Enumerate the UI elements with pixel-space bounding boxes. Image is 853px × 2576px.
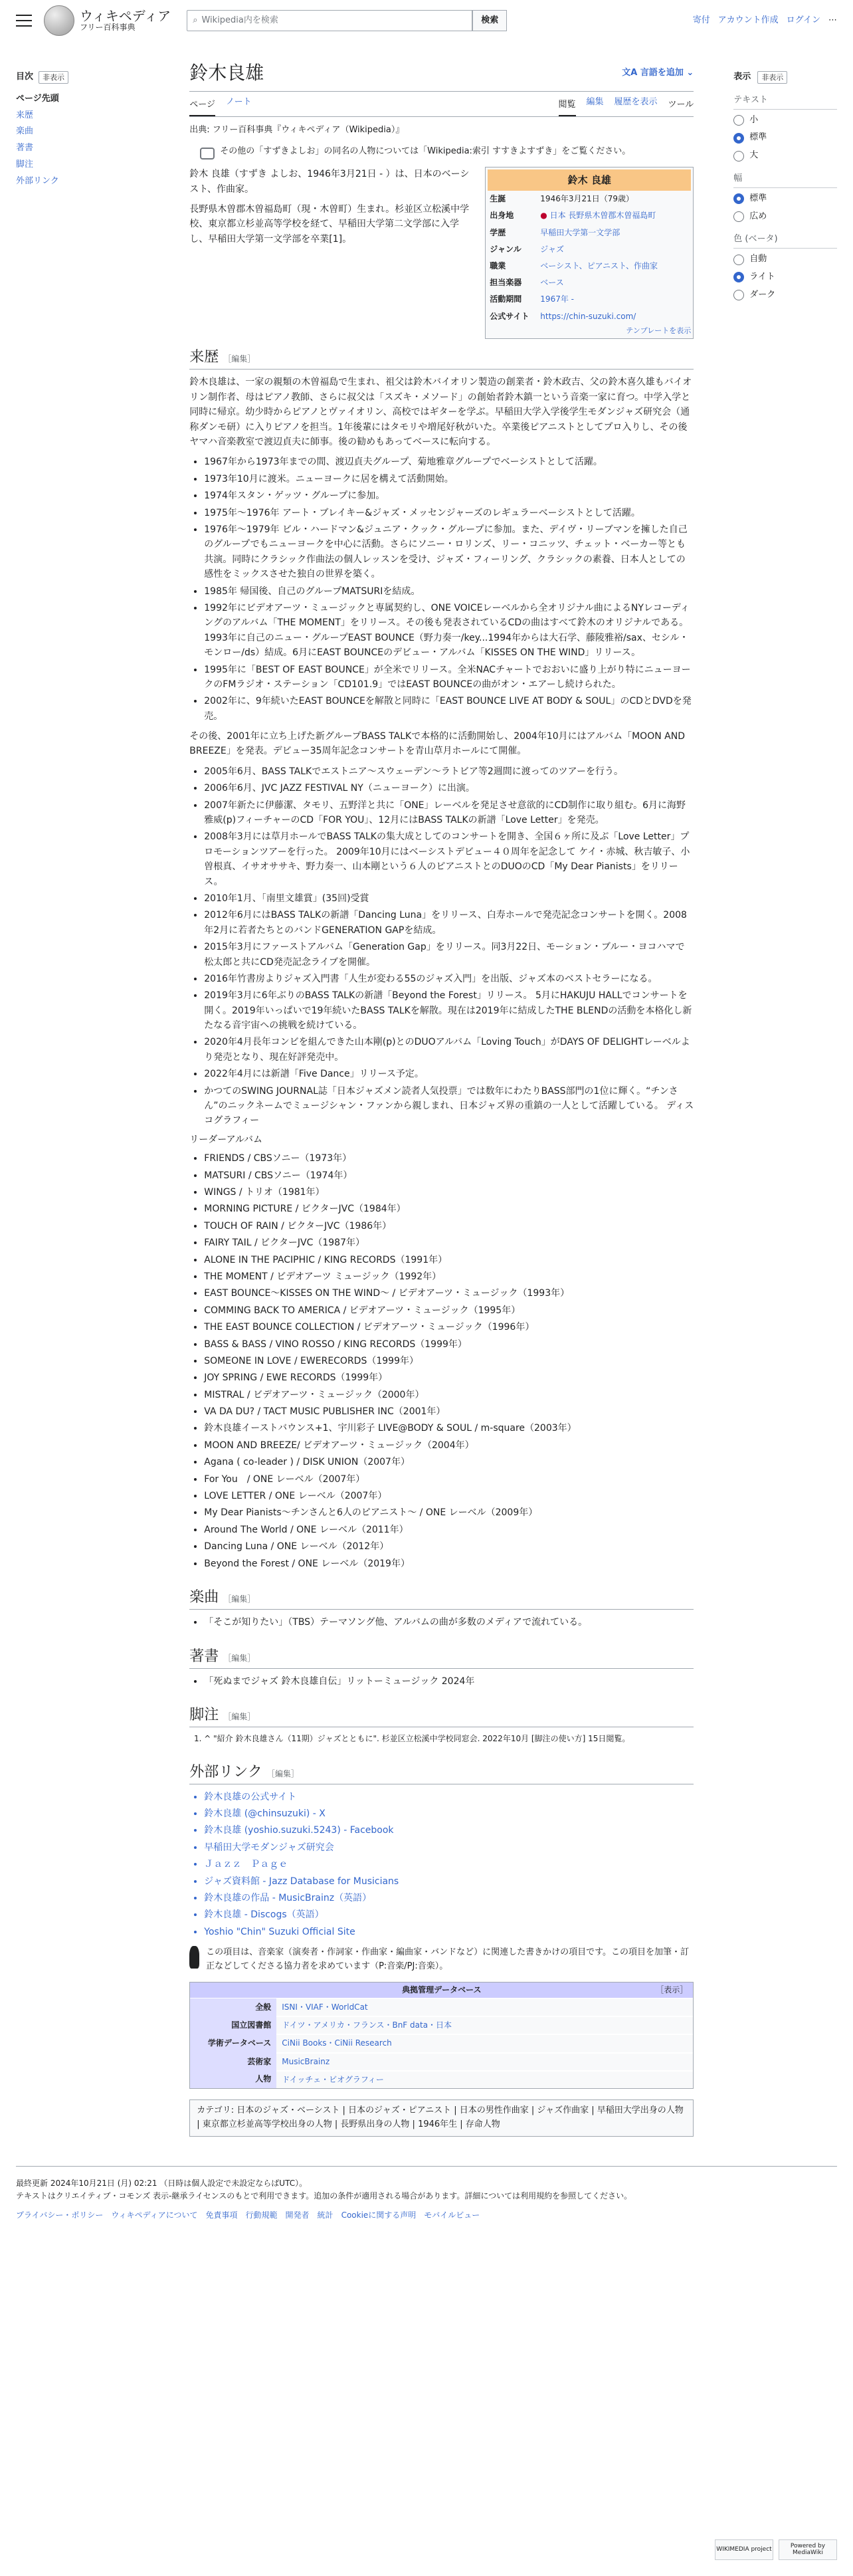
- wikipedia-globe-icon: [44, 5, 74, 36]
- authority-label: 国立図書館: [190, 2016, 276, 2034]
- album-item: • THE EAST BOUNCE COLLECTION / ビデオアーツ・ミュージック（1996年）: [204, 1320, 694, 1335]
- article: [189, 41, 694, 2137]
- search-form: [187, 10, 507, 31]
- login-link[interactable]: ログイン: [786, 15, 820, 25]
- user-links: [693, 14, 837, 28]
- appearance-title: 表示: [733, 72, 751, 82]
- infobox-label: 学歴: [490, 227, 506, 237]
- album-item: • FAIRY TAIL / ビクターJVC（1987年）: [204, 1235, 694, 1250]
- authority-label: 学術データベース: [190, 2034, 276, 2052]
- footer-links: [16, 2209, 837, 2222]
- authority-toggle[interactable]: ［表示］: [656, 1985, 688, 1994]
- color-auto-option[interactable]: [733, 253, 837, 267]
- tab-page[interactable]: ページ: [189, 96, 215, 116]
- authority-control: [189, 1982, 694, 2089]
- infobox-label: 公式サイト: [490, 311, 529, 321]
- infobox-link[interactable]: ベース: [540, 278, 564, 288]
- history-item: • 2020年4月長年コンビを組んできた山本剛(p)とのDUOアルバム「Loving Touch」がDAYS OF DELIGHTレーベルより発売となり、現在好評発売中。: [204, 1035, 694, 1065]
- note-item: 1. ^ "紹介 鈴木良雄さん（11期）ジャズとともに". 杉並区立松溪中学校同窓会. 2022年10月 [脚注の使い方] 15日閲覧。: [204, 1733, 694, 1745]
- authority-link[interactable]: ドイッチェ・ビオグラフィー: [282, 2074, 384, 2084]
- infobox-label: 職業: [490, 261, 506, 270]
- album-item: • MISTRAL / ビデオアーツ・ミュージック（2000年）: [204, 1388, 694, 1402]
- album-item: • Around The World / ONE レーベル（2011年）: [204, 1523, 694, 1537]
- tab-edit[interactable]: 編集: [586, 96, 604, 107]
- site-subtitle: フリー百科事典: [80, 23, 136, 33]
- toc-title: 目次: [16, 72, 34, 82]
- toc-item-top[interactable]: ページ先頭: [16, 93, 59, 104]
- menu-icon[interactable]: [16, 15, 32, 27]
- japan-flag-icon: ●: [540, 211, 550, 221]
- appearance-panel: [733, 41, 837, 2137]
- infobox-label: 出身地: [490, 211, 514, 221]
- infobox-link[interactable]: 1967年 -: [540, 294, 574, 304]
- toc-item-notes[interactable]: 脚注: [16, 159, 34, 169]
- history-item: • 1973年10月に渡米。ニューヨークに居を構えて活動開始。: [204, 472, 694, 486]
- infobox-label: 担当楽器: [490, 278, 522, 288]
- footer-link[interactable]: プライバシー・ポリシー: [16, 2210, 104, 2220]
- album-item: • Dancing Luna / ONE レーベル（2012年）: [204, 1539, 694, 1554]
- template-link[interactable]: テンプレートを表示: [626, 326, 692, 335]
- footer-link[interactable]: 免責事項: [205, 2210, 238, 2220]
- history-item: • 2015年3月にファーストアルバム「Generation Gap」をリリース。同3月22日、モーション・ブルー・ヨコハマで松太郎と共にCD発売記念ライブを開催。: [204, 940, 694, 970]
- authority-label: 芸術家: [190, 2053, 276, 2071]
- text-standard-option[interactable]: [733, 131, 837, 145]
- mediawiki-badge[interactable]: Powered by MediaWiki: [779, 2539, 837, 2560]
- stub-notice: [189, 1946, 694, 1974]
- text-large-option[interactable]: [733, 149, 837, 163]
- infobox-row: [488, 258, 691, 274]
- album-item: • Beyond the Forest / ONE レーベル（2019年）: [204, 1556, 694, 1571]
- heading-text: 外部リンク: [189, 1763, 262, 1780]
- color-light-option[interactable]: [733, 270, 837, 284]
- categories[interactable]: カテゴリ: 日本のジャズ・ベーシスト | 日本のジャズ・ピアニスト | 日本の男性作曲家 | ジャズ作曲家 | 早稲田大学出身の人物 | 東京都立杉並高等学校出身の人物 | 長野県出身の人物 | 1946年生 | 存命人物: [189, 2099, 694, 2137]
- album-item: • COMMING BACK TO AMERICA / ビデオアーツ・ミュージック（1995年）: [204, 1303, 694, 1318]
- create-account-link[interactable]: アカウント作成: [717, 15, 779, 25]
- footer-link[interactable]: 行動規範: [245, 2210, 278, 2220]
- authority-link[interactable]: MusicBrainz: [282, 2056, 330, 2066]
- history-item: • 1995年に「BEST OF EAST BOUNCE」が全米でリリース。全米NACチャートでおおいに盛り上がり特にニューヨークのFMラジオ・ステーション「CD101.9」ではEAST BOUNCEの曲がオン・エアーし続けられた。: [204, 663, 694, 693]
- album-list: [189, 1151, 694, 1571]
- album-item: • THE MOMENT / ビデオアーツ ミュージック（1992年）: [204, 1269, 694, 1284]
- external-link[interactable]: • ジャズ資料館 - Jazz Database for Musicians: [204, 1874, 694, 1889]
- album-item: • MATSURI / CBSソニー（1974年）: [204, 1168, 694, 1183]
- history-item: • かつてのSWING JOURNAL誌「日本ジャズメン読者人気投票」では数年にわたりBASS部門の1位に輝く。“チンさん”のニックネームでミュージシャン・ファンから親しまれ、日本ジャズ界の重鎮の一人として活躍している。 ディスコグラフィー: [204, 1084, 694, 1128]
- history-item: • 2022年4月には新譜「Five Dance」リリース予定。: [204, 1067, 694, 1081]
- authority-link[interactable]: ISNI・VIAF・WorldCat: [282, 2002, 368, 2012]
- history-item: • 1975年〜1976年 アート・ブレイキー&ジャズ・メッセンジャーズのレギュラーベーシストとして活躍。: [204, 506, 694, 520]
- section-heading-books: [189, 1645, 694, 1669]
- book-item: • 「死ぬまでジャズ 鈴木良雄自伝」リットーミュージック 2024年: [204, 1674, 694, 1689]
- history-item: • 2002年に、9年続いたEAST BOUNCEを解散と同時に「EAST BOUNCE LIVE AT BODY & SOUL」のCDとDVDを発売。: [204, 694, 694, 724]
- tab-tools[interactable]: ツール: [668, 99, 694, 110]
- album-item: • MORNING PICTURE / ビクターJVC（1984年）: [204, 1202, 694, 1216]
- infobox-link[interactable]: 早稲田大学第一文学部: [540, 227, 620, 237]
- external-link[interactable]: • 鈴木良雄 (@chinsuzuki) - X: [204, 1806, 694, 1821]
- history-list-2: [189, 764, 694, 1128]
- authority-link[interactable]: ドイツ・アメリカ・フランス・BnF data・日本: [282, 2020, 452, 2030]
- external-links-list: [189, 1790, 694, 1940]
- more-icon[interactable]: ⋯: [828, 15, 837, 25]
- lead-paragraph-2: 長野県木曽郡木曽福島町（現・木曽町）生まれ。杉並区立松溪中学校、東京都立杉並高等学校を経て、早稲田大学第二文学部に入学し、早稲田大学第一文学部を卒業[1]。: [189, 203, 470, 245]
- history-item: • 1976年〜1979年 ビル・ハードマン&ジュニア・クック・グループに参加。また、デイヴ・リーブマンを擁した自己のグループでもニューヨークを中心に活動。さらにソニー・ロリンズ、リー・コニッツ、チェット・ベーカー等とも共演。同時にクラシック作曲法の個人レッスンを受け、ジャズ・フィーリング、クラシックの素養、日本人としての感性をミックスさせた独自の世界を築く。: [204, 522, 694, 582]
- notes-list: [189, 1733, 694, 1745]
- tab-read[interactable]: 閲覧: [559, 96, 576, 116]
- section-heading-notes: [189, 1703, 694, 1727]
- album-item: • My Dear Pianists〜チンさんと6人のピアニスト〜 / ONE レーベル（2009年）: [204, 1505, 694, 1520]
- toc-item-links[interactable]: 外部リンク: [16, 175, 59, 186]
- header: [0, 0, 853, 41]
- add-language-button[interactable]: 文A 言語を追加 ⌄: [622, 68, 694, 78]
- infobox: [485, 167, 694, 339]
- lead-paragraph: 鈴木 良雄（すずき よしお、1946年3月21日 - ）は、日本のベーシスト、作曲家。: [189, 169, 470, 195]
- history-item: • 2007年新たに伊藤潔、タモリ、五野洋と共に「ONE」レーベルを発足させ意欲的にCD制作に取り組む。6月に海野雅威(p)フィーチャーのCD「FOR YOU」、12月にはBASS TALKの新譜「Love Letter」を発売。: [204, 798, 694, 828]
- site-logo[interactable]: [44, 5, 171, 36]
- external-link[interactable]: • 早稲田大学モダンジャズ研究会: [204, 1840, 694, 1855]
- wikimedia-badge[interactable]: WIKIMEDIA project: [715, 2539, 773, 2560]
- footer-badges: [715, 2539, 837, 2560]
- appearance-hide-button[interactable]: 非表示: [757, 71, 787, 84]
- footer-link[interactable]: Cookieに関する声明: [341, 2210, 417, 2220]
- color-dark-option[interactable]: [733, 288, 837, 302]
- edit-link[interactable]: ［編集］: [223, 1653, 256, 1663]
- infobox-label: ジャンル: [490, 244, 521, 254]
- add-language-label: 言語を追加: [640, 68, 684, 78]
- infobox-link[interactable]: ベーシスト、ピアニスト、作曲家: [540, 261, 658, 270]
- album-item: • JOY SPRING / EWE RECORDS（1999年）: [204, 1370, 694, 1385]
- history-item: • 1967年から1973年までの間、渡辺貞夫グループ、菊地雅章グループでベーシストとして活躍。: [204, 455, 694, 469]
- source-note: 出典: フリー百科事典『ウィキペディア（Wikipedia）』: [189, 124, 405, 135]
- hatnote: その他の「すずきよしお」の同名の人物については「Wikipedia:索引 すすきよすずき」をご覧ください。: [189, 145, 694, 159]
- option-label: 標準: [749, 132, 767, 143]
- toc-item-history[interactable]: 来歴: [16, 110, 34, 120]
- tab-talk[interactable]: ノート: [226, 96, 252, 107]
- album-item: • TOUCH OF RAIN / ビクターJVC（1986年）: [204, 1219, 694, 1234]
- external-link[interactable]: • 鈴木良雄の公式サイト: [204, 1790, 694, 1804]
- history-item: • 2008年3月には草月ホールでBASS TALKの集大成としてのコンサートを開き、全国６ヶ所に及ぶ「Love Letter」プロモーションツアーを行った。 2009年10月にはベーシストデビュー４０周年を記念して ケイ・赤城、秋吉敏子、小曽根真、イサオササキ、野力奏一、山本剛という６人のピアニストとのDUOのCD「My Dear Pianists」をリリース。: [204, 829, 694, 889]
- authority-link[interactable]: CiNii Books・CiNii Research: [282, 2038, 392, 2048]
- heading-text: 来歴: [189, 349, 219, 366]
- album-item: • MOON AND BREEZE/ ビデオアーツ・ミュージック（2004年）: [204, 1438, 694, 1453]
- song-item: • 「そこが知りたい」（TBS）テーマソング他、アルバムの曲が多数のメディアで流れている。: [204, 1615, 694, 1630]
- authority-title: 典拠管理データベース: [402, 1985, 482, 1994]
- search-input[interactable]: [187, 10, 472, 31]
- history-item: • 2010年1月、「南里文雄賞」(35回)受賞: [204, 891, 694, 906]
- heading-text: 著書: [189, 1648, 219, 1665]
- page-title: 鈴木良雄: [189, 62, 264, 84]
- edit-link[interactable]: ［編集］: [266, 1769, 299, 1778]
- history-item: • 2019年3月に6年ぶりのBASS TALKの新譜「Beyond the Forest」リリース。 5月にHAKUJU HALLでコンサートを開く。2019年いっぱいで19年続いたBASS TALKを解散。現在は2019年に結成したTHE BLENDの活動を本格化し新たなる音宇宙への挑戦を続けている。: [204, 988, 694, 1033]
- option-label: 小: [749, 114, 759, 125]
- section-heading-links: [189, 1761, 694, 1784]
- history-item: • 2012年6月にはBASS TALKの新譜「Dancing Luna」をリリース、白寿ホールで発売記念コンサートを開く。2008年2月に若者たちとのバンドGENERATION GAPを結成。: [204, 908, 694, 938]
- option-label: 標準: [749, 193, 767, 203]
- color-label: 色 (ベータ): [733, 233, 837, 249]
- history-item: • 2006年6月、JVC JAZZ FESTIVAL NY（ニューヨーク）に出演。: [204, 781, 694, 796]
- footer: [16, 2166, 837, 2233]
- search-icon: ⌕: [193, 15, 198, 25]
- page-tabs: [189, 96, 694, 117]
- album-item: • VA DA DU? / TACT MUSIC PUBLISHER INC（2001年）: [204, 1404, 694, 1419]
- translate-icon: 文A: [622, 68, 640, 78]
- edit-link[interactable]: ［編集］: [223, 1594, 256, 1604]
- authority-label: 全般: [190, 1998, 276, 2016]
- infobox-link[interactable]: https://chin-suzuki.com/: [540, 311, 636, 321]
- option-label: ライト: [749, 271, 775, 282]
- infobox-row: [488, 241, 691, 258]
- infobox-row: [488, 291, 691, 308]
- infobox-link[interactable]: 日本 長野県木曽郡木曽福島町: [549, 211, 656, 221]
- album-item: • ALONE IN THE PACIPHIC / KING RECORDS（1991年）: [204, 1253, 694, 1267]
- toc-hide-button[interactable]: 非表示: [39, 71, 68, 84]
- last-updated: 最終更新 2024年10月21日 (月) 02:21 （日時は個人設定で未設定ならばUTC）。: [16, 2178, 308, 2188]
- edit-link[interactable]: ［編集］: [223, 1712, 256, 1722]
- infobox-label: 生誕: [490, 194, 506, 204]
- table-of-contents: [16, 41, 130, 2137]
- infobox-row: [488, 191, 691, 207]
- heading-text: 脚注: [189, 1707, 219, 1724]
- history-item: • 1985年 帰国後、自己のグループMATSURIを結成。: [204, 584, 694, 599]
- toc-item-books[interactable]: 著書: [16, 143, 34, 154]
- infobox-row: [488, 225, 691, 241]
- history-item: • 2005年6月、BASS TALKでエストニア〜スウェーデン〜ラトビア等2週間に渡ってのツアーを行う。: [204, 764, 694, 779]
- infobox-link[interactable]: ジャズ: [540, 244, 565, 254]
- infobox-row: [488, 308, 691, 325]
- history-item: • 1992年にビデオアーツ・ミュージックと専属契約し、ONE VOICEレーベルから全オリジナル曲によるNYレコーディングのアルバム「THE MOMENT」をリリース。その後も発表されているCDの曲はすべて鈴木のオリジナルである。1993年に自己のニュー・グループEAST BOUNCE（野力奏一/key...1994年からは大石学、藤陵雅裕/sax、セシル・モンロー/ds）結成。6月にEAST BOUNCEのデビュー・アルバム「KISSES ON THE WIND」リリース。: [204, 601, 694, 661]
- infobox-row: [488, 207, 691, 224]
- album-item: • For You / ONE レーベル（2007年）: [204, 1472, 694, 1487]
- heading-text: 楽曲: [189, 1588, 219, 1606]
- history-paragraph: 鈴木良雄は、一家の親類の木曽福島で生まれ、祖父は鈴木バイオリン製造の創業者・鈴木政吉、父の鈴木喜久雄もバイオリン制作者、母はピアノ教師、さらに叔父は「スズキ・メソード」の創始者鈴木鎮一という音楽一家に育つ。中学入学と同時に帰京。幼少時からピアノとヴァイオリン、高校ではギターを学ぶ。早稲田大学入学後学生モダンジャズ研究会（通称ダンモ研）に入りピアノを担当。1年後輩にはタモリや増尾好秋がいた。卒業後ピアニストとしてプロ入りし、その後ヤマハ音楽教室で渡辺貞夫に師事。後の勧めもあってベースに転向する。: [189, 377, 692, 448]
- option-label: 自動: [749, 254, 767, 265]
- album-item: • EAST BOUNCE〜KISSES ON THE WIND〜 / ビデオアーツ・ミュージック（1993年）: [204, 1286, 694, 1301]
- external-link[interactable]: • Yoshio "Chin" Suzuki Official Site: [204, 1925, 694, 1939]
- search-button[interactable]: 検索: [472, 10, 507, 31]
- option-label: 大: [749, 150, 759, 161]
- infobox-row: [488, 274, 691, 291]
- history-item: • 1974年スタン・ゲッツ・グループに参加。: [204, 488, 694, 503]
- album-item: • FRIENDS / CBSソニー（1973年）: [204, 1151, 694, 1166]
- license-text: テキストはクリエイティブ・コモンズ 表示-継承ライセンスのもとで利用できます。追加の条件が適用される場合があります。詳細については利用規約を参照してください。: [16, 2191, 632, 2200]
- option-label: ダーク: [749, 289, 776, 300]
- album-item: • Agana ( co-leader ) / DISK UNION（2007年）: [204, 1455, 694, 1469]
- width-wide-option[interactable]: [733, 210, 837, 224]
- history-list: [189, 455, 694, 724]
- infobox-value: [538, 207, 691, 224]
- external-link[interactable]: • 鈴木良雄 - Discogs（英語）: [204, 1907, 694, 1922]
- books-list: [189, 1674, 694, 1689]
- footer-link[interactable]: 統計: [317, 2210, 333, 2220]
- tab-history[interactable]: 履歴を表示: [614, 96, 658, 107]
- text-small-option[interactable]: [733, 114, 837, 128]
- album-item: • WINGS / トリオ（1981年）: [204, 1185, 694, 1200]
- album-item: • 鈴木良雄イーストバウンス+1、宇川彩子 LIVE@BODY & SOUL / m-square（2003年）: [204, 1421, 694, 1436]
- leader-albums-heading: リーダーアルバム: [189, 1134, 263, 1145]
- footer-link[interactable]: モバイルビュー: [424, 2210, 480, 2220]
- edit-link[interactable]: ［編集］: [223, 354, 256, 364]
- footer-link[interactable]: ウィキペディアについて: [111, 2210, 198, 2220]
- infobox-caption: 鈴木 良雄: [488, 169, 691, 191]
- songs-list: [189, 1615, 694, 1630]
- album-item: • SOMEONE IN LOVE / EWERECORDS（1999年）: [204, 1354, 694, 1368]
- external-link[interactable]: • 鈴木良雄の作品 - MusicBrainz（英語）: [204, 1891, 694, 1905]
- album-item: • LOVE LETTER / ONE レーベル（2007年）: [204, 1489, 694, 1503]
- musician-silhouette-icon: [189, 1946, 199, 1969]
- text-size-label: テキスト: [733, 94, 837, 110]
- external-link[interactable]: • 鈴木良雄 (yoshio.suzuki.5243) - Facebook: [204, 1823, 694, 1838]
- donate-link[interactable]: 寄付: [692, 15, 710, 25]
- history-paragraph-2: その後、2001年に立ち上げた新グループBASS TALKで本格的に活動開始し、2004年10月にはアルバム「MOON AND BREEZE」を発表。デビュー35周年記念コンサートを青山草月ホールにて開催。: [189, 731, 685, 757]
- stub-text: この項目は、音楽家（演奏者・作詞家・作曲家・編曲家・バンドなど）に関連した書きかけの項目です。この項目を加筆・訂正などしてくださる協力者を求めています（P:音楽/PJ:音楽）。: [206, 1947, 690, 1972]
- album-item: • BASS & BASS / VINO ROSSO / KING RECORDS（1999年）: [204, 1337, 694, 1352]
- section-heading-songs: [189, 1586, 694, 1610]
- search-placeholder: Wikipedia内を検索: [201, 15, 278, 25]
- site-title: ウィキペディア: [80, 8, 171, 25]
- footer-link[interactable]: 開発者: [285, 2210, 310, 2220]
- section-heading-history: [189, 346, 694, 370]
- option-label: 広め: [749, 211, 767, 221]
- external-link[interactable]: • Ｊａｚｚ Ｐａｇｅ: [204, 1857, 694, 1872]
- width-label: 幅: [733, 172, 837, 188]
- width-standard-option[interactable]: [733, 192, 837, 206]
- infobox-label: 活動期間: [490, 294, 522, 304]
- history-item: • 2016年竹書房よりジャズ入門書「人生が変わる55のジャズ入門」を出版、ジャズ本のベストセラーになる。: [204, 972, 694, 986]
- authority-label: 人物: [190, 2071, 276, 2088]
- toc-item-songs[interactable]: 楽曲: [16, 126, 34, 137]
- infobox-value: 1946年3月21日（79歳）: [540, 194, 634, 204]
